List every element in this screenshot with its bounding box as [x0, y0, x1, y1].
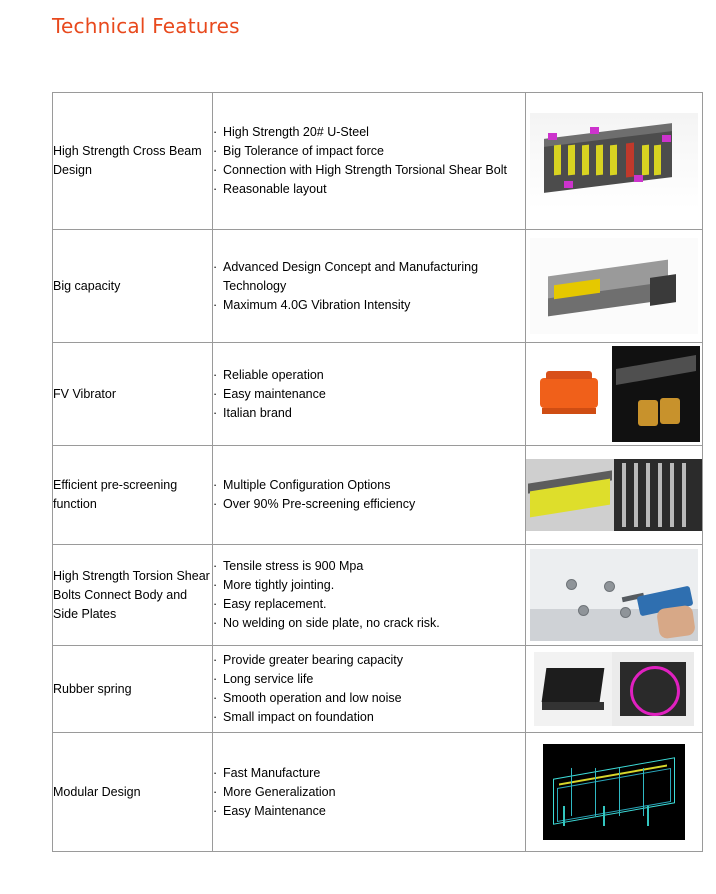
pre-screening-deck-image — [526, 459, 614, 531]
bullet-list — [213, 651, 525, 727]
image-row — [526, 652, 702, 726]
vibrating-hopper-3d-model-image — [530, 238, 698, 334]
bullet-list — [213, 557, 525, 633]
table-row — [53, 646, 703, 733]
list-item: · Maximum 4.0G Vibration Intensity — [213, 296, 525, 315]
feature-image-cell — [526, 230, 703, 343]
bullet-list — [213, 123, 525, 199]
feature-title-cell — [53, 646, 213, 733]
list-item: · Long service life — [213, 670, 525, 689]
list-item: · Multiple Configuration Options — [213, 476, 525, 495]
list-item: · Provide greater bearing capacity — [213, 651, 525, 670]
image-row — [526, 459, 702, 531]
table-row — [53, 446, 703, 545]
list-item: · Connection with High Strength Torsional Shear Bolt — [213, 161, 525, 180]
image-row — [526, 744, 702, 840]
feature-image-cell — [526, 343, 703, 446]
list-item: · Fast Manufacture — [213, 764, 525, 783]
feature-title: High Strength Cross Beam Design — [53, 144, 202, 177]
list-item: · No welding on side plate, no crack risk. — [213, 614, 525, 633]
feature-title: High Strength Torsion Shear Bolts Connect Body and Side Plates — [53, 568, 210, 621]
feature-description-cell — [213, 93, 526, 230]
list-item: · Easy Maintenance — [213, 802, 525, 821]
modular-design-cad-wireframe-image — [543, 744, 685, 840]
feature-title: Efficient pre-screening function — [53, 478, 178, 511]
table-row — [53, 343, 703, 446]
rubber-spring-installed-image — [612, 652, 694, 726]
table-row — [53, 733, 703, 852]
list-item: · Reliable operation — [213, 366, 525, 385]
bullet-list — [213, 366, 525, 423]
image-row — [526, 549, 702, 641]
feature-title-cell — [53, 93, 213, 230]
feature-title: Big capacity — [53, 278, 121, 293]
list-item: · Easy maintenance — [213, 385, 525, 404]
feature-image-cell — [526, 93, 703, 230]
technical-features-table — [52, 92, 703, 852]
image-row — [526, 346, 702, 442]
list-item: · Easy replacement. — [213, 595, 525, 614]
list-item: · Tensile stress is 900 Mpa — [213, 557, 525, 576]
feature-title-cell — [53, 230, 213, 343]
grizzly-bar-image — [614, 459, 702, 531]
feature-description-cell — [213, 545, 526, 646]
feature-image-cell — [526, 446, 703, 545]
list-item: · High Strength 20# U-Steel — [213, 123, 525, 142]
feature-description-cell — [213, 733, 526, 852]
image-row — [526, 113, 702, 209]
bullet-list — [213, 476, 525, 514]
bullet-list — [213, 764, 525, 821]
feature-title-cell — [53, 446, 213, 545]
page-title: Technical Features — [52, 14, 240, 38]
bolt-installation-photo-image — [530, 549, 698, 641]
feature-description-cell — [213, 343, 526, 446]
feature-description-cell — [213, 446, 526, 545]
feature-title-cell — [53, 545, 213, 646]
list-item: · Over 90% Pre-screening efficiency — [213, 495, 525, 514]
image-row — [526, 238, 702, 334]
feature-description-cell — [213, 646, 526, 733]
table-row — [53, 230, 703, 343]
feature-description-cell — [213, 230, 526, 343]
cross-beam-3d-model-image — [530, 113, 698, 209]
list-item: · Small impact on foundation — [213, 708, 525, 727]
list-item: · Advanced Design Concept and Manufacturing Technology — [213, 258, 525, 296]
list-item: · Big Tolerance of impact force — [213, 142, 525, 161]
feature-image-cell — [526, 545, 703, 646]
feature-title-cell — [53, 733, 213, 852]
list-item: · Italian brand — [213, 404, 525, 423]
feature-title: Modular Design — [53, 784, 141, 799]
feature-title-cell — [53, 343, 213, 446]
table-row — [53, 93, 703, 230]
list-item: · More tightly jointing. — [213, 576, 525, 595]
rubber-spring-product-image — [534, 652, 612, 726]
list-item: · More Generalization — [213, 783, 525, 802]
vibrator-shaft-detail-image — [612, 346, 700, 442]
feature-title: FV Vibrator — [53, 386, 116, 401]
table-row — [53, 545, 703, 646]
list-item: · Reasonable layout — [213, 180, 525, 199]
feature-image-cell — [526, 733, 703, 852]
feature-title: Rubber spring — [53, 681, 132, 696]
bullet-list — [213, 258, 525, 315]
orange-vibrator-motor-image — [528, 346, 612, 442]
list-item: · Smooth operation and low noise — [213, 689, 525, 708]
feature-image-cell — [526, 646, 703, 733]
